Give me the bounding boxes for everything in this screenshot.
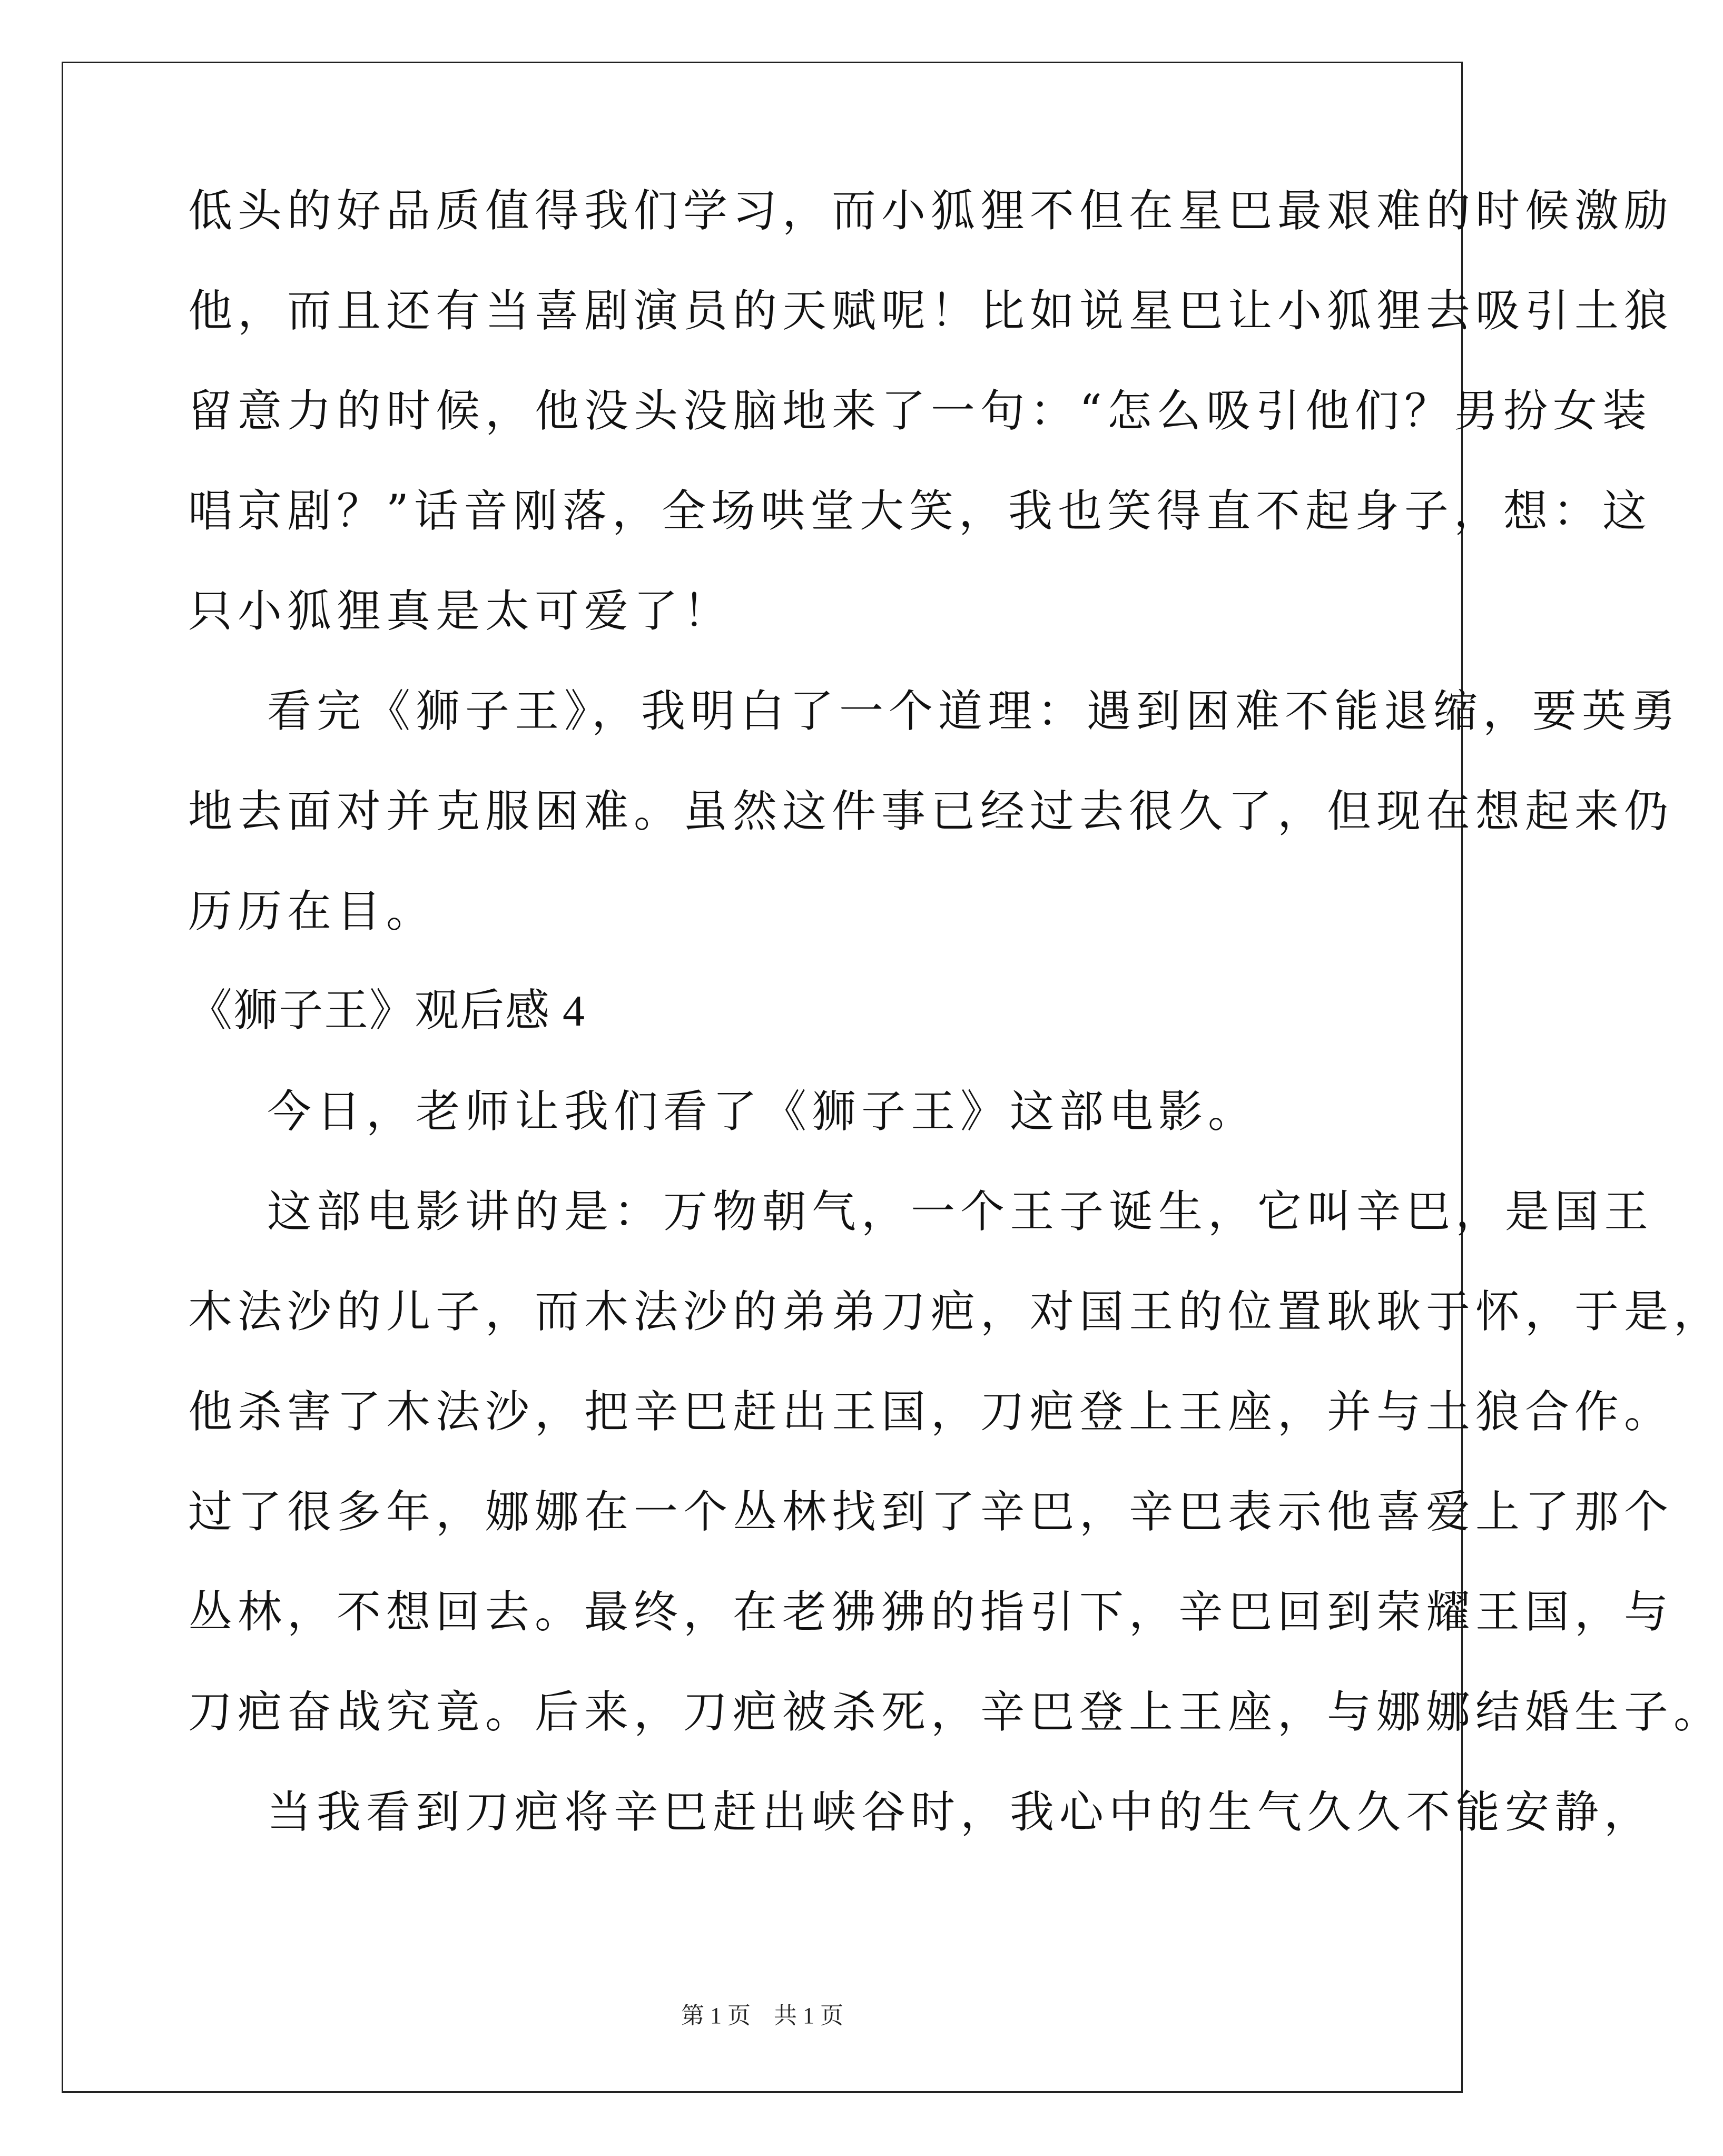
paragraph-first-line: 这部电影讲的是：万物朝气，一个王子诞生，它叫辛巴，是国王: [267, 1186, 1654, 1237]
text-line: 他杀害了木法沙，把辛巴赶出王国，刀疤登上王座，并与土狼合作。: [188, 1386, 1674, 1438]
text-line: 地去面对并克服困难。虽然这件事已经过去很久了，但现在想起来仍: [188, 785, 1674, 837]
paragraph-first-line: 今日，老师让我们看了《狮子王》这部电影。: [267, 1086, 1258, 1137]
text-line: 留意力的时候，他没头没脑地来了一句：“怎么吸引他们？男扮女装: [188, 385, 1652, 437]
paragraph-first-line: 看完《狮子王》，我明白了一个道理：遇到困难不能退缩，要英勇: [267, 685, 1681, 737]
page-number-footer: 第 1 页 共 1 页: [681, 2003, 843, 2029]
text-line: 木法沙的儿子，而木法沙的弟弟刀疤，对国王的位置耿耿于怀，于是，: [188, 1286, 1723, 1337]
text-line: 只小狐狸真是太可爱了！: [188, 585, 733, 637]
text-line: 刀疤奋战究竟。后来，刀疤被杀死，辛巴登上王座，与娜娜结婚生子。: [188, 1686, 1723, 1738]
paragraph-first-line: 当我看到刀疤将辛巴赶出峡谷时，我心中的生气久久不能安静，: [267, 1786, 1654, 1838]
text-line: 过了很多年，娜娜在一个丛林找到了辛巴，辛巴表示他喜爱上了那个: [188, 1486, 1674, 1538]
text-line: 他，而且还有当喜剧演员的天赋呢！比如说星巴让小狐狸去吸引土狼: [188, 285, 1674, 337]
section-heading: 《狮子王》观后感 4: [188, 987, 586, 1036]
text-line: 丛林，不想回去。最终，在老狒狒的指引下，辛巴回到荣耀王国，与: [188, 1586, 1674, 1638]
text-line: 历历在目。: [188, 885, 436, 937]
text-line: 唱京剧？”话音刚落，全场哄堂大笑，我也笑得直不起身子，想：这: [188, 485, 1652, 537]
text-line: 低头的好品质值得我们学习，而小狐狸不但在星巴最艰难的时候激励: [188, 185, 1674, 237]
